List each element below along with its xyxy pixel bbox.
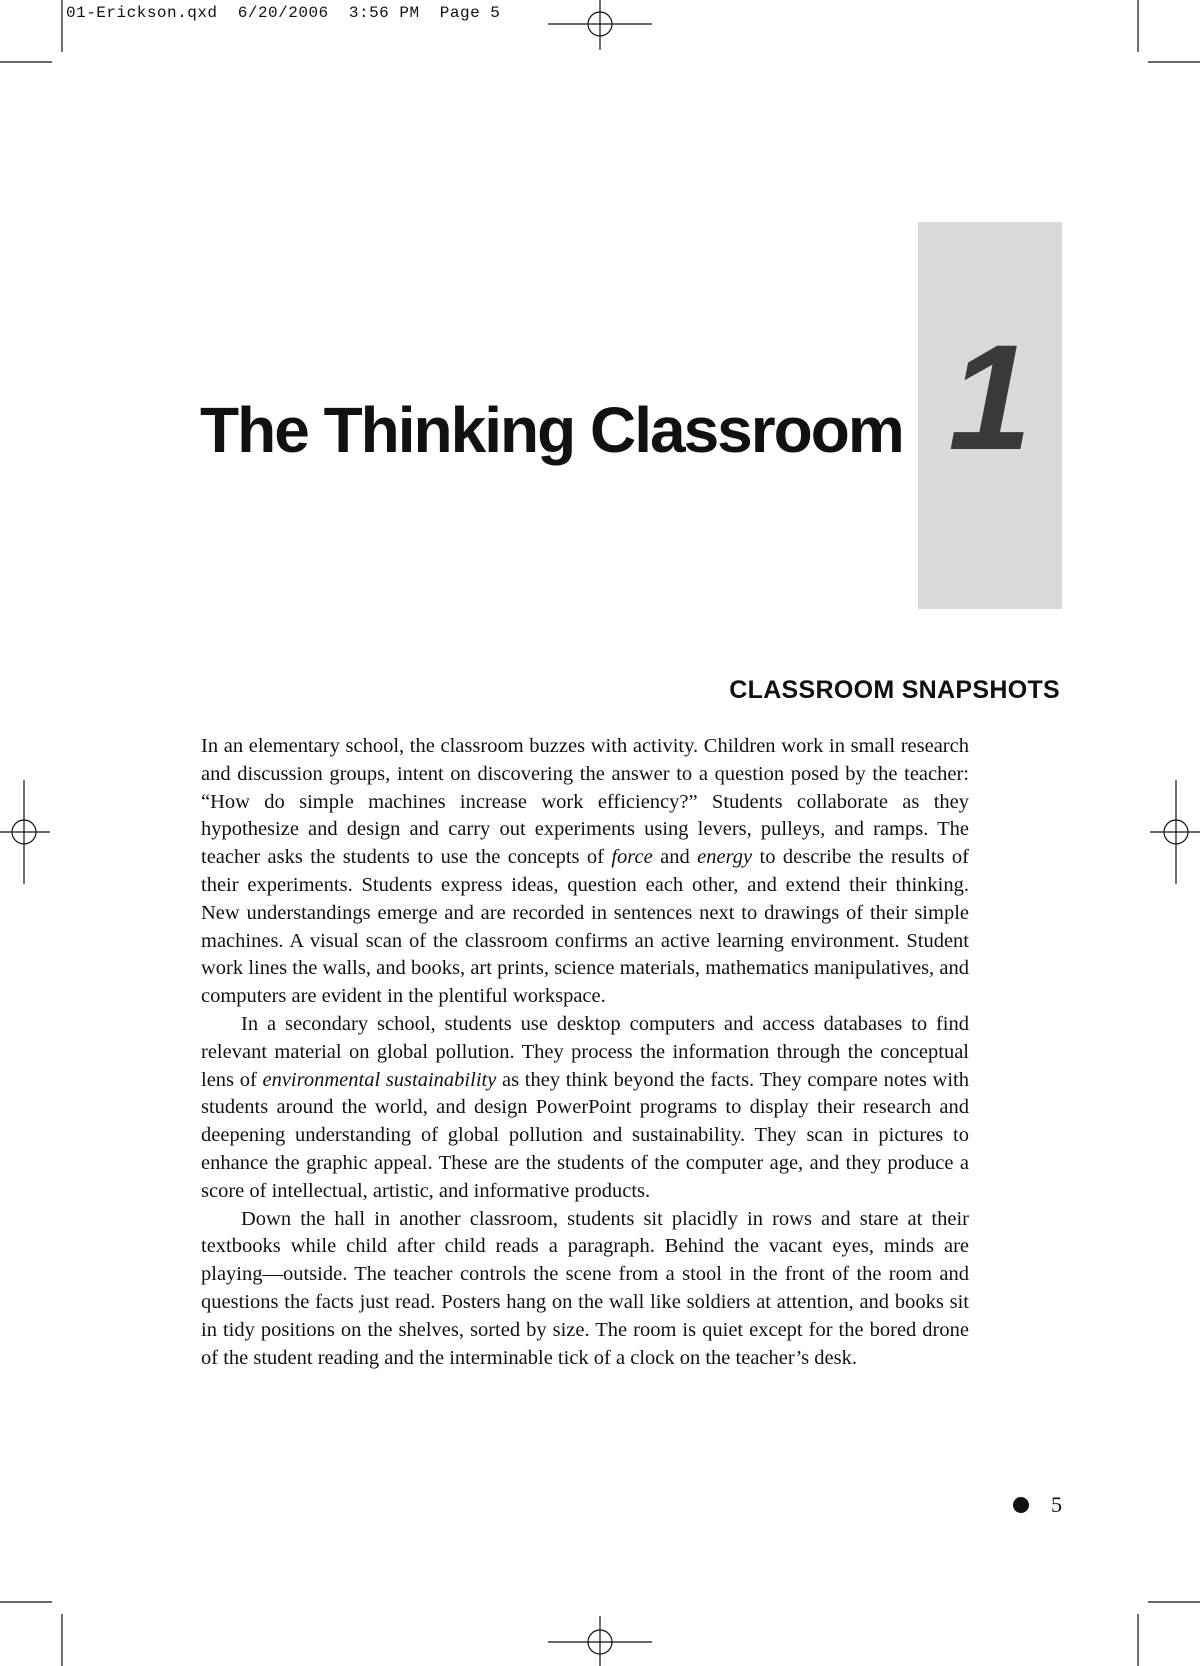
- text-run: to describe the results of their experiments. Students express ideas, question each other, and extend their thinking. New understandings emerge and are recorded in sentences next to drawings of their simple machines. A visual scan of the classroom confirms an active learning environment. Student work lines the walls, and books, art prints, science materials, mathematics manipulatives, and computers are evident in the plentiful workspace.: [201, 846, 969, 1008]
- bullet-icon: [1013, 1497, 1029, 1513]
- text-run: In an elementary school, the classroom buzzes with activity. Children work in small research and discussion groups, intent on discovering the answer to a question posed by the teacher: “How do simple machines increase work efficiency?” Students collaborate as they hypothesize and design and carry out experiments using levers, pulleys, and ramps. The teacher asks the students to use the concepts of: [201, 735, 969, 869]
- text-run: Down the hall in another classroom, students sit placidly in rows and stare at their textbooks while child after child reads a paragraph. Behind the vacant eyes, minds are playing—outside. The teacher controls the scene from a stool in the front of the room and questions the facts just read. Posters hang on the wall like soldiers at attention, and books sit in tidy positions on the shelves, sorted by size. The room is quiet except for the bored drone of the student reading and the interminable tick of a clock on the teacher’s desk.: [201, 1207, 969, 1369]
- italic-term: environmental sustainability: [262, 1068, 497, 1091]
- registration-mark-bottom: [548, 1616, 652, 1666]
- text-run: and: [652, 846, 698, 869]
- registration-mark-right: [1150, 780, 1200, 884]
- section-heading: CLASSROOM SNAPSHOTS: [729, 676, 1060, 704]
- registration-mark-left: [0, 780, 50, 884]
- chapter-number: 1: [948, 313, 1032, 481]
- slug-file: 01-Erickson.qxd: [66, 4, 218, 22]
- text-run: as they think beyond the facts. They compare notes with students around the world, and design PowerPoint programs to display their research and deepening understanding of global pollution and sustainability. They scan in pictures to enhance the graphic appeal. These are the students of the computer age, and they produce a score of intellectual, artistic, and informative products.: [201, 1068, 969, 1202]
- text-run: In a secondary school, students use desktop computers and access databases to find relevant material on global pollution. They process the information through the conceptual lens of: [201, 1012, 969, 1091]
- slug-page-label: Page 5: [439, 4, 501, 22]
- italic-term: energy: [697, 846, 753, 869]
- registration-mark-top: [548, 0, 652, 50]
- slug-time: 3:56 PM: [348, 4, 420, 22]
- paragraph: [201, 1011, 969, 1206]
- italic-term: force: [611, 846, 653, 869]
- paragraph: [201, 1206, 969, 1373]
- page-number: 5: [1051, 1492, 1062, 1517]
- slug-date: 6/20/2006: [237, 4, 329, 22]
- paragraph: [201, 733, 969, 1011]
- chapter-title: The Thinking Classroom: [200, 394, 903, 466]
- page-folio: [1013, 1490, 1062, 1520]
- body-text: [201, 733, 969, 1372]
